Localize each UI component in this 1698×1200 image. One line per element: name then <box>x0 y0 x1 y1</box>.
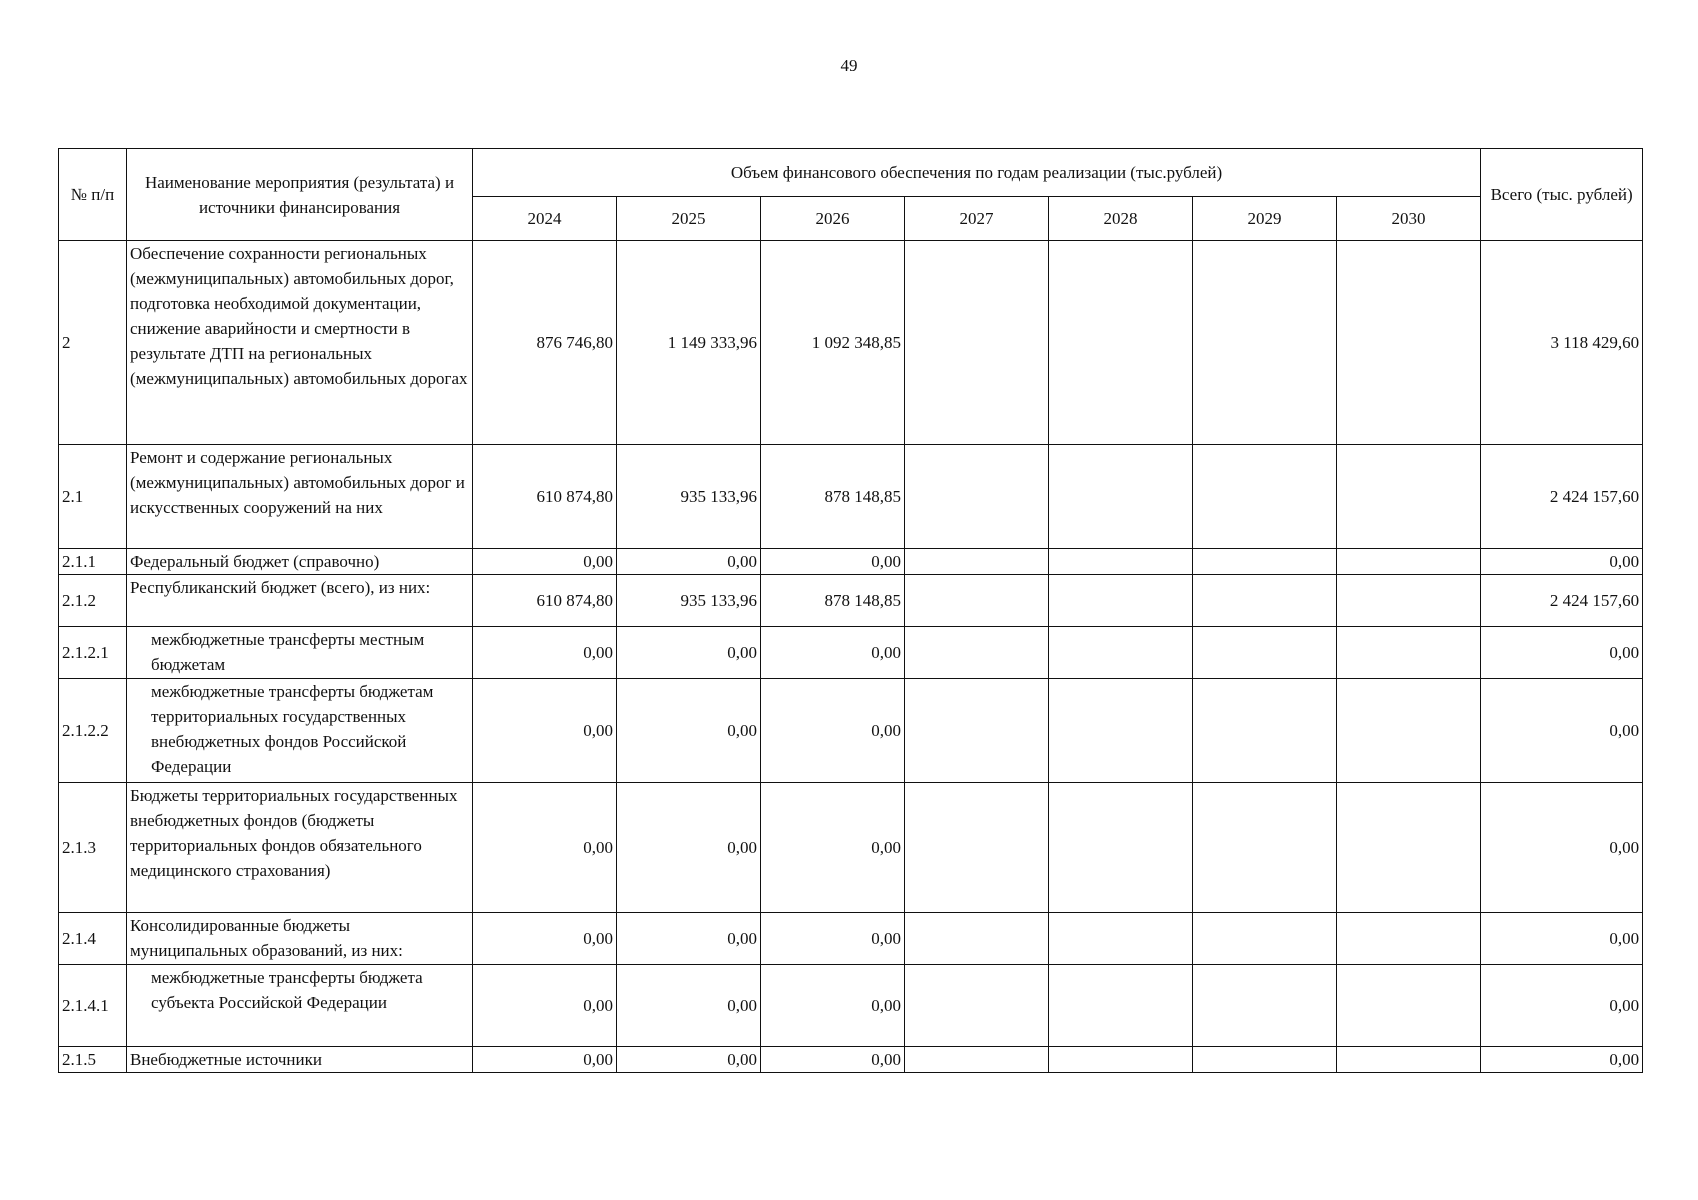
value-cell-2025: 0,00 <box>617 679 761 783</box>
table-row <box>59 575 1643 627</box>
row-number: 2 <box>59 241 127 445</box>
value-cell-2026: 0,00 <box>761 913 905 965</box>
value-cell-2024: 0,00 <box>473 913 617 965</box>
header-year-5: 2029 <box>1193 197 1337 241</box>
value-cell-2026: 0,00 <box>761 549 905 575</box>
value-cell-2028 <box>1049 549 1193 575</box>
value-cell-2027 <box>905 783 1049 913</box>
value-cell-2025: 0,00 <box>617 965 761 1047</box>
row-name: Ремонт и содержание региональных (межмуниципальных) автомобильных дорог и искусственных сооружений на них <box>127 445 473 549</box>
value-cell-2028 <box>1049 913 1193 965</box>
value-cell-2026: 878 148,85 <box>761 445 905 549</box>
value-cell-2030 <box>1337 679 1481 783</box>
table-header <box>59 149 1643 241</box>
row-name: Внебюджетные источники <box>127 1047 473 1073</box>
table-row <box>59 549 1643 575</box>
value-cell-2030 <box>1337 627 1481 679</box>
value-cell-2025: 935 133,96 <box>617 575 761 627</box>
row-number: 2.1.2.1 <box>59 627 127 679</box>
total-cell: 0,00 <box>1481 1047 1643 1073</box>
value-cell-2029 <box>1193 549 1337 575</box>
financing-table <box>58 148 1643 1073</box>
value-cell-2026: 0,00 <box>761 627 905 679</box>
value-cell-2024: 0,00 <box>473 783 617 913</box>
value-cell-2029 <box>1193 575 1337 627</box>
value-cell-2029 <box>1193 913 1337 965</box>
table-row <box>59 1047 1643 1073</box>
value-cell-2029 <box>1193 965 1337 1047</box>
value-cell-2028 <box>1049 575 1193 627</box>
total-cell: 0,00 <box>1481 679 1643 783</box>
row-name: Консолидированные бюджеты муниципальных образований, из них: <box>127 913 473 965</box>
row-number: 2.1.4.1 <box>59 965 127 1047</box>
total-cell: 2 424 157,60 <box>1481 445 1643 549</box>
value-cell-2029 <box>1193 1047 1337 1073</box>
header-num: № п/п <box>59 149 127 241</box>
total-cell: 0,00 <box>1481 783 1643 913</box>
table-row <box>59 783 1643 913</box>
table-body <box>59 241 1643 1073</box>
value-cell-2027 <box>905 241 1049 445</box>
value-cell-2028 <box>1049 965 1193 1047</box>
value-cell-2028 <box>1049 783 1193 913</box>
value-cell-2030 <box>1337 1047 1481 1073</box>
value-cell-2029 <box>1193 783 1337 913</box>
table-row <box>59 679 1643 783</box>
header-year-6: 2030 <box>1337 197 1481 241</box>
header-year-1: 2025 <box>617 197 761 241</box>
total-cell: 0,00 <box>1481 913 1643 965</box>
value-cell-2025: 0,00 <box>617 627 761 679</box>
value-cell-2024: 0,00 <box>473 1047 617 1073</box>
value-cell-2024: 0,00 <box>473 549 617 575</box>
row-number: 2.1.5 <box>59 1047 127 1073</box>
row-name: Федеральный бюджет (справочно) <box>127 549 473 575</box>
value-cell-2028 <box>1049 241 1193 445</box>
value-cell-2025: 0,00 <box>617 783 761 913</box>
value-cell-2030 <box>1337 965 1481 1047</box>
value-cell-2029 <box>1193 627 1337 679</box>
value-cell-2027 <box>905 575 1049 627</box>
value-cell-2027 <box>905 1047 1049 1073</box>
value-cell-2026: 0,00 <box>761 679 905 783</box>
header-year-4: 2028 <box>1049 197 1193 241</box>
row-name: межбюджетные трансферты бюджета субъекта Российской Федерации <box>127 965 473 1047</box>
value-cell-2024: 610 874,80 <box>473 445 617 549</box>
value-cell-2030 <box>1337 913 1481 965</box>
value-cell-2027 <box>905 965 1049 1047</box>
value-cell-2026: 0,00 <box>761 783 905 913</box>
value-cell-2026: 0,00 <box>761 1047 905 1073</box>
table-row <box>59 913 1643 965</box>
value-cell-2029 <box>1193 445 1337 549</box>
value-cell-2025: 0,00 <box>617 913 761 965</box>
value-cell-2026: 878 148,85 <box>761 575 905 627</box>
value-cell-2030 <box>1337 549 1481 575</box>
value-cell-2029 <box>1193 679 1337 783</box>
value-cell-2024: 0,00 <box>473 679 617 783</box>
total-cell: 0,00 <box>1481 627 1643 679</box>
row-number: 2.1.1 <box>59 549 127 575</box>
row-number: 2.1 <box>59 445 127 549</box>
value-cell-2025: 935 133,96 <box>617 445 761 549</box>
header-year-3: 2027 <box>905 197 1049 241</box>
value-cell-2025: 0,00 <box>617 549 761 575</box>
row-number: 2.1.2.2 <box>59 679 127 783</box>
value-cell-2024: 0,00 <box>473 965 617 1047</box>
header-volume: Объем финансового обеспечения по годам реализации (тыс.рублей) <box>473 149 1481 197</box>
row-number: 2.1.3 <box>59 783 127 913</box>
value-cell-2026: 0,00 <box>761 965 905 1047</box>
value-cell-2025: 1 149 333,96 <box>617 241 761 445</box>
table-row <box>59 241 1643 445</box>
page-number: 49 <box>840 56 858 75</box>
total-cell: 0,00 <box>1481 549 1643 575</box>
value-cell-2028 <box>1049 1047 1193 1073</box>
total-cell: 3 118 429,60 <box>1481 241 1643 445</box>
header-year-0: 2024 <box>473 197 617 241</box>
value-cell-2030 <box>1337 241 1481 445</box>
value-cell-2028 <box>1049 627 1193 679</box>
value-cell-2024: 610 874,80 <box>473 575 617 627</box>
value-cell-2027 <box>905 627 1049 679</box>
header-total: Всего (тыс. рублей) <box>1481 149 1643 241</box>
value-cell-2027 <box>905 549 1049 575</box>
value-cell-2026: 1 092 348,85 <box>761 241 905 445</box>
value-cell-2028 <box>1049 445 1193 549</box>
value-cell-2027 <box>905 913 1049 965</box>
value-cell-2024: 0,00 <box>473 627 617 679</box>
value-cell-2025: 0,00 <box>617 1047 761 1073</box>
value-cell-2030 <box>1337 445 1481 549</box>
value-cell-2027 <box>905 679 1049 783</box>
row-number: 2.1.4 <box>59 913 127 965</box>
table-row <box>59 445 1643 549</box>
value-cell-2029 <box>1193 241 1337 445</box>
value-cell-2028 <box>1049 679 1193 783</box>
value-cell-2030 <box>1337 783 1481 913</box>
row-name: Обеспечение сохранности региональных (межмуниципальных) автомобильных дорог, подготовка необходимой документации, снижение аварийности и смертности в результате ДТП на региональных (межмуниципальных) автомобильных дорогах <box>127 241 473 445</box>
value-cell-2024: 876 746,80 <box>473 241 617 445</box>
row-name: межбюджетные трансферты бюджетам территориальных государственных внебюджетных фондов Российской Федерации <box>127 679 473 783</box>
row-name: Республиканский бюджет (всего), из них: <box>127 575 473 627</box>
value-cell-2030 <box>1337 575 1481 627</box>
total-cell: 2 424 157,60 <box>1481 575 1643 627</box>
table-row <box>59 627 1643 679</box>
header-year-2: 2026 <box>761 197 905 241</box>
row-number: 2.1.2 <box>59 575 127 627</box>
value-cell-2027 <box>905 445 1049 549</box>
total-cell: 0,00 <box>1481 965 1643 1047</box>
header-name: Наименование мероприятия (результата) и источники финансирования <box>127 149 473 241</box>
table-row <box>59 965 1643 1047</box>
row-name: межбюджетные трансферты местным бюджетам <box>127 627 473 679</box>
row-name: Бюджеты территориальных государственных внебюджетных фондов (бюджеты территориальных фондов обязательного медицинского страхования) <box>127 783 473 913</box>
